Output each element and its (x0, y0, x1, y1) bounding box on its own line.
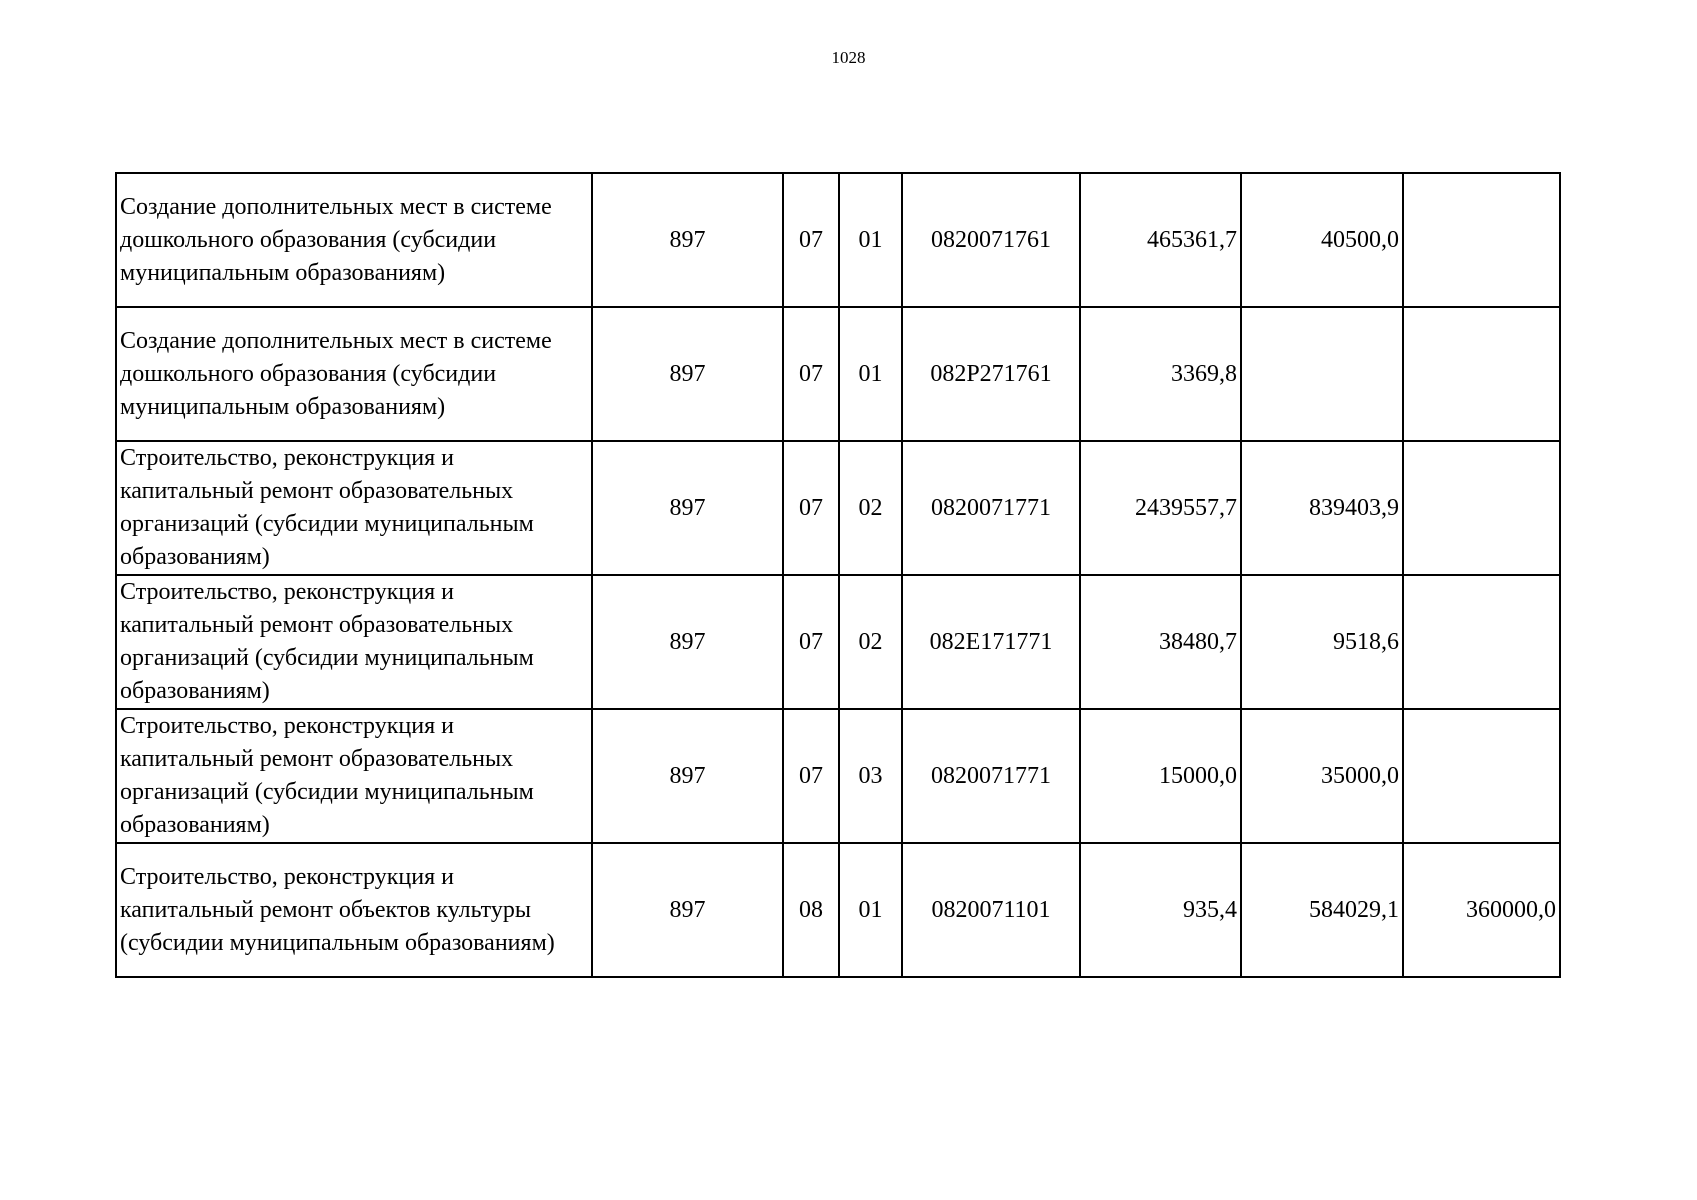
table-row (116, 441, 1560, 575)
section-code-cell: 07 (783, 709, 839, 843)
subsection-code-cell: 01 (839, 173, 902, 307)
amount-year2-cell: 584029,1 (1241, 843, 1403, 977)
amount-year1-cell: 2439557,7 (1080, 441, 1241, 575)
subsection-code-cell: 02 (839, 441, 902, 575)
section-code-cell: 07 (783, 307, 839, 441)
amount-year3-cell (1403, 173, 1560, 307)
target-article-cell: 0820071761 (902, 173, 1080, 307)
section-code-cell: 07 (783, 173, 839, 307)
subsection-code-cell: 03 (839, 709, 902, 843)
amount-year2-cell: 9518,6 (1241, 575, 1403, 709)
ministry-code-cell: 897 (592, 709, 783, 843)
amount-year3-cell (1403, 709, 1560, 843)
target-article-cell: 0820071771 (902, 709, 1080, 843)
amount-year2-cell: 40500,0 (1241, 173, 1403, 307)
section-code-cell: 07 (783, 575, 839, 709)
amount-year3-cell: 360000,0 (1403, 843, 1560, 977)
subsection-code-cell: 01 (839, 307, 902, 441)
table-row (116, 173, 1560, 307)
amount-year3-cell (1403, 441, 1560, 575)
amount-year2-cell: 839403,9 (1241, 441, 1403, 575)
page-number: 1028 (831, 48, 866, 67)
row-name-cell: Создание дополнительных мест в системе дошкольного образования (субсидии муниципальным образованиям) (116, 173, 592, 307)
section-code-cell: 07 (783, 441, 839, 575)
amount-year3-cell (1403, 307, 1560, 441)
target-article-cell: 082E171771 (902, 575, 1080, 709)
amount-year2-cell: 35000,0 (1241, 709, 1403, 843)
amount-year3-cell (1403, 575, 1560, 709)
row-name-cell: Строительство, реконструкция и капитальный ремонт образовательных организаций (субсидии муниципальным образованиям) (116, 575, 592, 709)
ministry-code-cell: 897 (592, 843, 783, 977)
section-code-cell: 08 (783, 843, 839, 977)
subsection-code-cell: 01 (839, 843, 902, 977)
row-name-cell: Создание дополнительных мест в системе дошкольного образования (субсидии муниципальным образованиям) (116, 307, 592, 441)
amount-year1-cell: 38480,7 (1080, 575, 1241, 709)
row-name-cell: Строительство, реконструкция и капитальный ремонт образовательных организаций (субсидии муниципальным образованиям) (116, 441, 592, 575)
amount-year1-cell: 935,4 (1080, 843, 1241, 977)
amount-year2-cell (1241, 307, 1403, 441)
ministry-code-cell: 897 (592, 307, 783, 441)
amount-year1-cell: 15000,0 (1080, 709, 1241, 843)
table-row (116, 709, 1560, 843)
target-article-cell: 0820071771 (902, 441, 1080, 575)
target-article-cell: 082P271761 (902, 307, 1080, 441)
row-name-cell: Строительство, реконструкция и капитальный ремонт объектов культуры (субсидии муниципальным образованиям) (116, 843, 592, 977)
ministry-code-cell: 897 (592, 575, 783, 709)
ministry-code-cell: 897 (592, 441, 783, 575)
budget-table (115, 172, 1561, 978)
subsection-code-cell: 02 (839, 575, 902, 709)
amount-year1-cell: 3369,8 (1080, 307, 1241, 441)
table-row (116, 843, 1560, 977)
amount-year1-cell: 465361,7 (1080, 173, 1241, 307)
table-row (116, 307, 1560, 441)
table-row (116, 575, 1560, 709)
target-article-cell: 0820071101 (902, 843, 1080, 977)
row-name-cell: Строительство, реконструкция и капитальный ремонт образовательных организаций (субсидии муниципальным образованиям) (116, 709, 592, 843)
ministry-code-cell: 897 (592, 173, 783, 307)
